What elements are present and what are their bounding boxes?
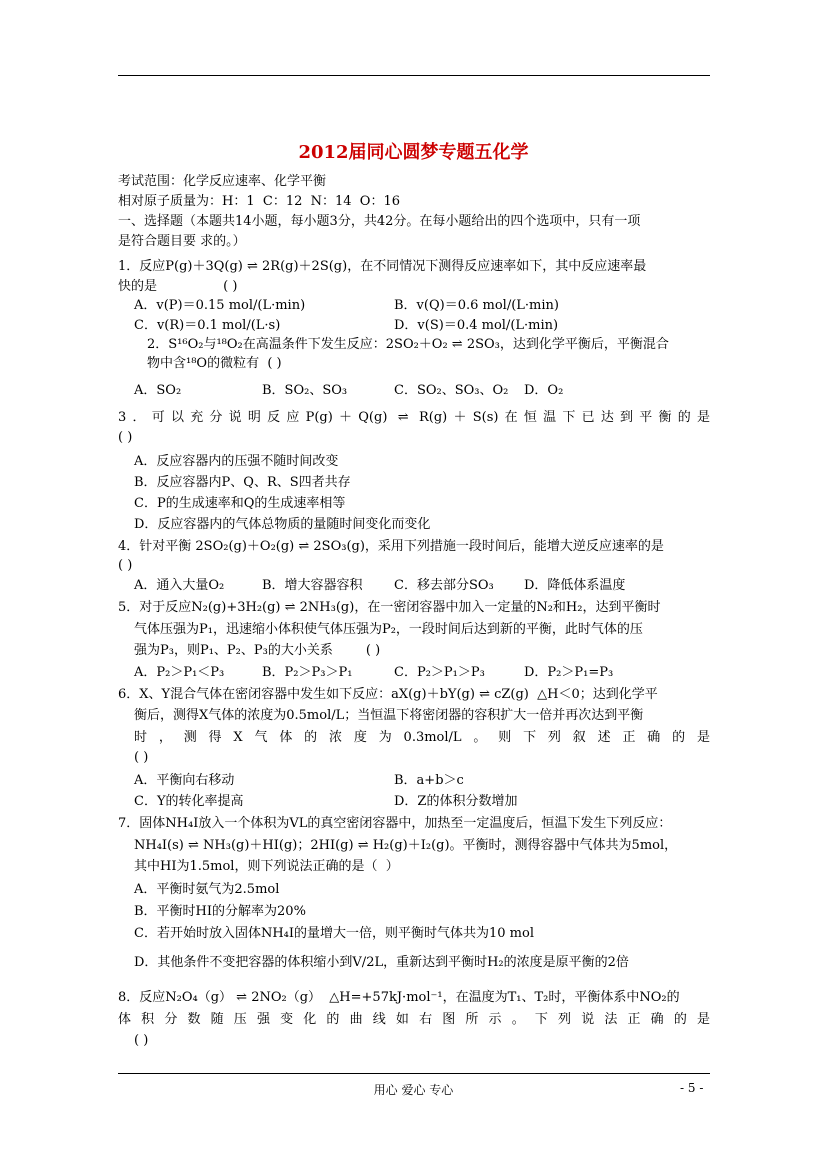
option: C．移去部分SO₃ bbox=[394, 578, 494, 593]
option: C．P的生成速率和Q的生成速率相等 bbox=[134, 496, 346, 511]
question-7-line: NH₄I(s) ⇌ NH₃(g)＋HI(g)；2HI(g) ⇌ H₂(g)＋I₂(g)。平衡时，测得容器中气体共为5mol， bbox=[134, 838, 678, 853]
footer-rule bbox=[118, 1073, 710, 1074]
question-7-line: 7．固体NH₄I放入一个体积为VL的真空密闭容器中，加热至一定温度后，恒温下发生下列反应： bbox=[118, 816, 672, 831]
question-3-line: 3．可以充分说明反应P(g)＋Q(g) ⇌ R(g)＋S(s)在恒温下已达到平衡的是 bbox=[118, 410, 710, 425]
option: A．SO₂ bbox=[134, 383, 182, 398]
option: A．通入大量O₂ bbox=[134, 578, 225, 593]
exam-scope: 考试范围：化学反应速率、化学平衡 bbox=[118, 174, 327, 189]
question-5-line: 气体压强为P₁，迅速缩小体积使气体压强为P₂，一段时间后达到新的平衡，此时气体的压 bbox=[134, 622, 643, 637]
option: C．SO₂、SO₃、O₂ bbox=[394, 383, 509, 398]
question-8-line: 体积分数随压强变化的曲线如右图所示。下列说法正确的是 bbox=[118, 1012, 710, 1027]
page-number: - 5 - bbox=[680, 1081, 704, 1095]
question-2-line: 2．S¹⁶O₂与¹⁸O₂在高温条件下发生反应：2SO₂＋O₂ ⇌ 2SO₃，达到化学平衡后，平衡混合 bbox=[147, 337, 669, 352]
option: B．v(Q)＝0.6 mol/(L·min) bbox=[394, 298, 559, 313]
question-5-line: 强为P₃，则P₁、P₂、P₃的大小关系 ( ) bbox=[134, 643, 381, 658]
question-7-line: 其中HI为1.5mol，则下列说法正确的是（ ） bbox=[134, 859, 399, 874]
option: C．v(R)＝0.1 mol/(L·s) bbox=[134, 318, 281, 333]
option: D．Z的体积分数增加 bbox=[394, 794, 518, 809]
option: C．Y的转化率提高 bbox=[134, 794, 244, 809]
option: B．P₂＞P₃＞P₁ bbox=[262, 665, 353, 680]
question-6-line: 衡后，测得X气体的浓度为0.5mol/L；当恒温下将密闭器的容积扩大一倍并再次达到平衡 bbox=[134, 708, 644, 723]
question-4-line: 4．针对平衡 2SO₂(g)＋O₂(g) ⇌ 2SO₃(g)，采用下列措施一段时间后，能增大逆反应速率的是 bbox=[118, 539, 664, 554]
option: D．O₂ bbox=[524, 383, 564, 398]
footer-motto: 用心 爱心 专心 bbox=[373, 1083, 454, 1097]
option: B．a+b＞c bbox=[394, 773, 464, 788]
option: A．v(P)＝0.15 mol/(L·min) bbox=[134, 298, 306, 313]
question-1-line: 快的是 ( ) bbox=[118, 279, 238, 294]
option: C．P₂＞P₁＞P₃ bbox=[394, 665, 485, 680]
question-6-line: 时，测得X气体的浓度为0.3mol/L。则下列叙述正确的是 bbox=[134, 730, 710, 745]
page-title: 2012届同心圆梦专题五化学 bbox=[298, 142, 529, 163]
question-8-line: ( ) bbox=[134, 1033, 149, 1048]
question-2-line: 物中含¹⁸O的微粒有 ( ) bbox=[147, 356, 282, 371]
section-intro-line: 一、选择题（本题共14小题，每小题3分，共42分。在每小题给出的四个选项中，只有一项 bbox=[118, 214, 641, 229]
question-4-line: ( ) bbox=[118, 558, 133, 573]
option: B．平衡时HI的分解率为20% bbox=[134, 904, 306, 919]
option: A．反应容器内的压强不随时间改变 bbox=[134, 454, 339, 469]
option: A．平衡时氨气为2.5mol bbox=[134, 882, 280, 897]
option: B．反应容器内P、Q、R、S四者共存 bbox=[134, 475, 351, 490]
header-rule bbox=[118, 75, 710, 76]
question-8-line: 8．反应N₂O₄（g） ⇌ 2NO₂（g） △H=+57kJ·mol⁻¹，在温度为T₁、T₂时，平衡体系中NO₂的 bbox=[118, 990, 680, 1005]
option: D．降低体系温度 bbox=[524, 578, 626, 593]
option: D．P₂＞P₁=P₃ bbox=[524, 665, 614, 680]
question-6-line: ( ) bbox=[134, 750, 149, 765]
atomic-mass: 相对原子质量为：H：1 C：12 N：14 O：16 bbox=[118, 194, 401, 209]
option: C．若开始时放入固体NH₄I的量增大一倍，则平衡时气体共为10 mol bbox=[134, 926, 534, 941]
option: D．其他条件不变把容器的体积缩小到V/2L，重新达到平衡时H₂的浓度是原平衡的2倍 bbox=[134, 955, 629, 970]
option: D．v(S)＝0.4 mol/(L·min) bbox=[394, 318, 559, 333]
section-intro-line: 是符合题目要 求的。） bbox=[118, 234, 246, 249]
option: A．平衡向右移动 bbox=[134, 773, 235, 788]
option: B．SO₂、SO₃ bbox=[262, 383, 348, 398]
option: B．增大容器容积 bbox=[262, 578, 363, 593]
question-5-line: 5．对于反应N₂(g)+3H₂(g) ⇌ 2NH₃(g)，在一密闭容器中加入一定量的N₂和H₂，达到平衡时 bbox=[118, 600, 661, 615]
question-1-line: 1．反应P(g)＋3Q(g) ⇌ 2R(g)＋2S(g)，在不同情况下测得反应速率如下，其中反应速率最 bbox=[118, 259, 647, 274]
option: A．P₂＞P₁＜P₃ bbox=[134, 665, 225, 680]
question-6-line: 6．X、Y混合气体在密闭容器中发生如下反应：aX(g)＋bY(g) ⇌ cZ(g) △H＜0；达到化学平 bbox=[118, 687, 658, 702]
option: D．反应容器内的气体总物质的量随时间变化而变化 bbox=[134, 517, 431, 532]
question-3-line: ( ) bbox=[118, 430, 133, 445]
